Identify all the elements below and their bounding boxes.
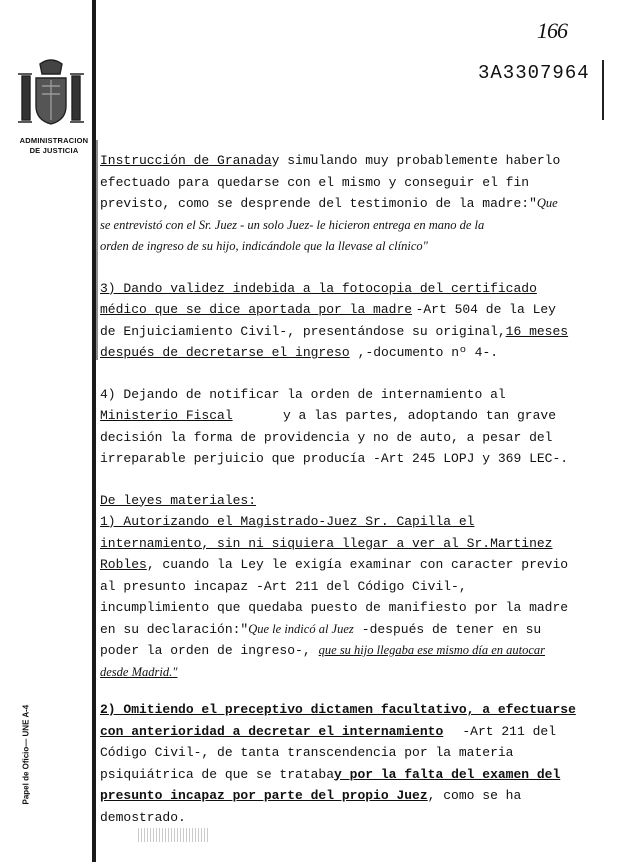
text-line <box>100 448 569 470</box>
text: incumplimiento que quedaba puesto de manifiesto por la madre <box>100 600 569 615</box>
text-line <box>100 427 556 449</box>
text: decisión la forma de providencia y no de auto, a pesar del <box>100 429 553 445</box>
text: ,-documento nº 4-. <box>357 345 499 360</box>
spacer <box>100 683 556 699</box>
text-line <box>100 321 569 343</box>
text: -después de tener en su <box>361 621 542 637</box>
text-line <box>100 384 556 406</box>
text-line <box>100 342 556 364</box>
quote-text: que su hijo llegaba ese mismo día en autocar <box>318 643 546 657</box>
text: efectuado para quedarse con el mismo y conseguir el fin <box>100 174 530 190</box>
item-heading: 1) Autorizando el Magistrado-Juez Sr. Capilla el <box>100 514 475 529</box>
text-line <box>100 299 556 321</box>
text-line <box>100 215 556 237</box>
text-line <box>100 721 556 743</box>
text: demostrado. <box>100 809 186 825</box>
text: y simulando muy probablemente haberlo <box>271 153 561 168</box>
text-line <box>100 576 556 598</box>
text: y a las partes, adoptando tan grave <box>282 408 556 423</box>
text-line <box>100 150 561 172</box>
text: , cuando la Ley le exigía examinar con caracter previo <box>146 557 569 572</box>
reference-code: 3A3307964 <box>478 62 590 84</box>
text-line <box>100 511 556 533</box>
text-underlined: y por la falta del examen del <box>334 766 561 782</box>
spacer <box>100 258 556 278</box>
text-line <box>100 807 556 829</box>
coat-of-arms-icon <box>12 58 90 138</box>
text: en su declaración:" <box>100 621 249 637</box>
text-underlined: Instrucción de Granada <box>100 153 272 168</box>
text: Código Civil-, de tanta transcendencia por la materia <box>100 745 514 760</box>
paper-type-label <box>18 688 32 808</box>
quote-text: orden de ingreso de su hijo, indicándole que la llevase al clínico" <box>100 239 428 253</box>
item-heading: 4) Dejando de notificar la orden de internamiento al <box>100 386 506 402</box>
text-underlined: presunto incapaz por parte del propio Juez <box>100 788 428 803</box>
text-line <box>100 742 556 764</box>
text-underlined: 16 meses <box>505 323 569 339</box>
text: al presunto incapaz -Art 211 del Código Civil-, <box>100 578 467 594</box>
text: irreparable perjuicio que producía -Art 245 LOPJ y 369 LEC-. <box>100 451 569 466</box>
text-line <box>100 662 556 684</box>
text-line <box>100 764 561 786</box>
text-underlined: después de decretarse el ingreso <box>100 345 350 360</box>
document-body <box>100 150 576 828</box>
text-underlined: médico que se dice aportada por la madre <box>100 302 413 317</box>
institution-label-line2: DE JUSTICIA <box>29 146 79 155</box>
text: previsto, como se desprende del testimonio de la madre:" <box>100 196 537 211</box>
text: de Enjuiciamiento Civil-, presentándose su original, <box>100 323 506 339</box>
text: -Art 211 del <box>462 723 556 739</box>
text-line <box>100 405 556 427</box>
text-line <box>100 699 576 721</box>
text-underlined: con anterioridad a decretar el internamiento <box>100 723 444 739</box>
text-line <box>100 597 569 619</box>
text-line <box>100 785 556 807</box>
text-line <box>100 619 556 641</box>
binding-edge <box>92 0 96 862</box>
institution-label-line1: ADMINISTRACION <box>19 136 89 145</box>
section-heading-text: De leyes materiales: <box>100 492 257 508</box>
quote-text: desde Madrid." <box>100 664 178 679</box>
text-underlined: internamiento, sin ni siquiera llegar a ver al Sr.Martinez <box>100 535 553 551</box>
margin-rule <box>602 60 604 120</box>
text-underlined: Robles <box>100 557 147 572</box>
text: psiquiátrica de que se trataba <box>100 766 335 782</box>
quote-text: Que <box>536 196 558 210</box>
page-number: 166 <box>537 18 567 43</box>
quote-text: Que le indicó al Juez <box>248 621 354 636</box>
spacer <box>100 364 556 384</box>
paper-type-text: Papel de Oficio— UNE A-4 <box>21 704 31 805</box>
text-line <box>100 533 556 555</box>
institution-label <box>8 136 100 156</box>
text: -Art 504 de la Ley <box>415 302 556 317</box>
text: , como se ha <box>427 788 522 803</box>
faint-stamp <box>138 828 208 842</box>
text-underlined: Ministerio Fiscal <box>100 408 233 423</box>
item-heading: 2) Omitiendo el preceptivo dictamen facultativo, a efectuarse <box>100 702 576 717</box>
text-line <box>100 554 569 576</box>
text-line <box>100 193 556 215</box>
binding-shadow <box>96 140 98 360</box>
text-line <box>100 236 556 258</box>
text-line <box>100 640 556 662</box>
section-heading <box>100 490 556 512</box>
item-heading: 3) Dando validez indebida a la fotocopia del certificado <box>100 280 537 296</box>
quote-text: se entrevistó con el Sr. Juez - un solo Juez- le hicieron entrega en mano de la <box>100 217 485 232</box>
spacer <box>100 470 556 490</box>
text: poder la orden de ingreso-, <box>100 643 311 658</box>
text-line <box>100 278 556 300</box>
text-line <box>100 172 556 194</box>
